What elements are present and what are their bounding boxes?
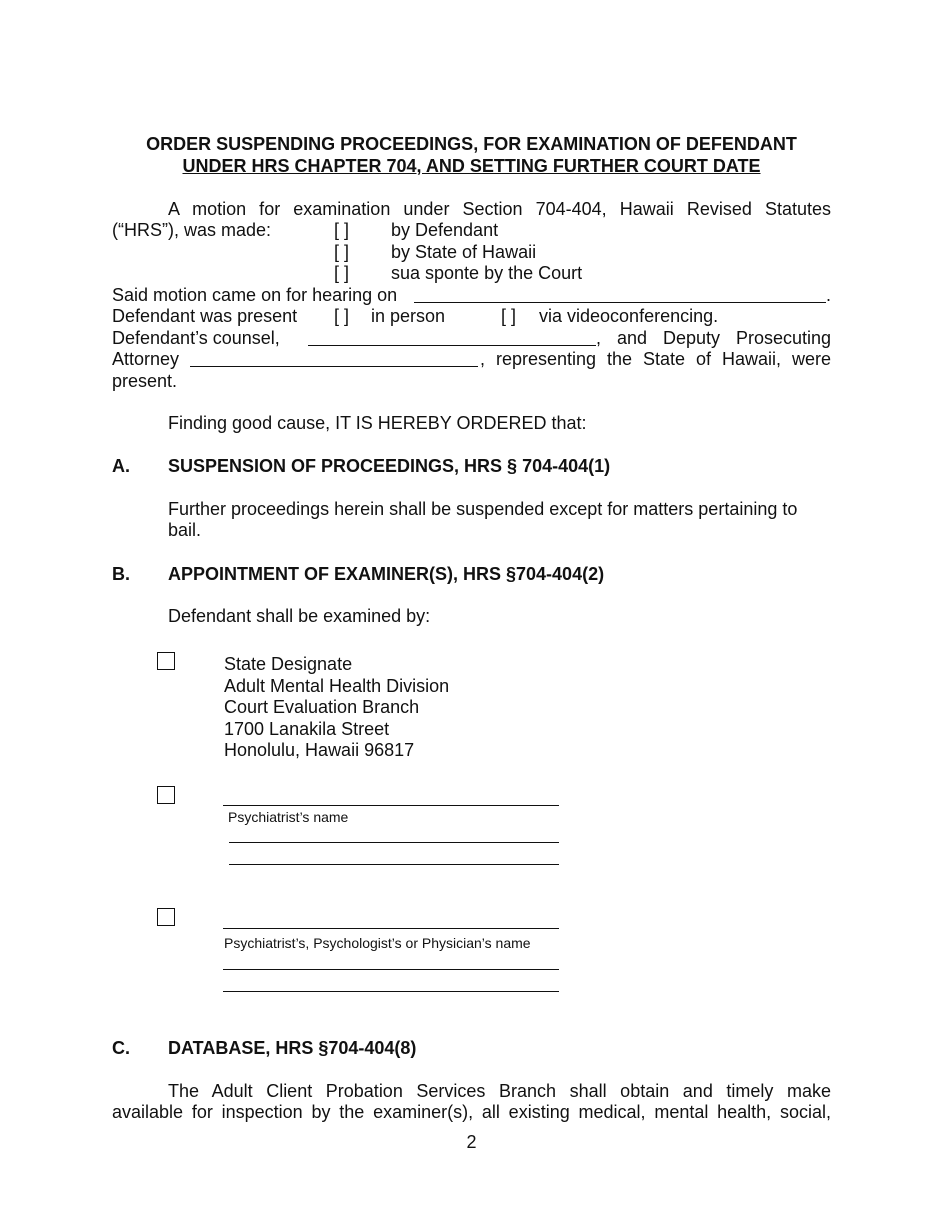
hearing-date-blank[interactable]	[414, 302, 826, 303]
motion-made-prefix: (“HRS”), was made:	[112, 220, 272, 240]
option-label-court: sua sponte by the Court	[391, 263, 583, 283]
state-designate-line-4: 1700 Lanakila Street	[224, 719, 390, 739]
attorney-prefix: Attorney	[112, 349, 180, 369]
counsel-name-blank[interactable]	[308, 345, 596, 346]
section-c-body-line-1: The Adult Client Probation Services Branch shall obtain and timely make	[168, 1081, 831, 1101]
attorney-suffix: , representing the State of Hawaii, were	[480, 349, 831, 369]
psychiatrist-checkbox[interactable]	[157, 786, 175, 804]
option-label-state: by State of Hawaii	[391, 242, 537, 262]
state-designate-line-1: State Designate	[224, 654, 353, 674]
section-a-letter: A.	[112, 456, 130, 476]
other-examiner-caption: Psychiatrist’s, Psychologist’s or Physician’s name	[224, 935, 531, 951]
state-designate-checkbox[interactable]	[157, 652, 175, 670]
section-c-heading: DATABASE, HRS §704-404(8)	[168, 1038, 417, 1058]
counsel-suffix: , and Deputy Prosecuting	[596, 328, 831, 348]
option-label-defendant: by Defendant	[391, 220, 499, 240]
section-c-letter: C.	[112, 1038, 130, 1058]
option-bracket-court[interactable]: [ ]	[334, 263, 350, 283]
section-c-body-line-2: available for inspection by the examiner(s), all existing medical, mental health, social,	[112, 1102, 831, 1122]
psychiatrist-address-line-1[interactable]	[229, 842, 559, 843]
present-end: present.	[112, 371, 178, 391]
page-number: 2	[466, 1132, 477, 1152]
option-bracket-state[interactable]: [ ]	[334, 242, 350, 262]
video-bracket[interactable]: [ ]	[501, 306, 517, 326]
hearing-suffix: .	[826, 285, 832, 305]
option-bracket-defendant[interactable]: [ ]	[334, 220, 350, 240]
other-examiner-address-line-1[interactable]	[223, 969, 559, 970]
other-examiner-name-line[interactable]	[223, 928, 559, 929]
attorney-name-blank[interactable]	[190, 366, 478, 367]
other-examiner-address-line-2[interactable]	[223, 991, 559, 992]
in-person-bracket[interactable]: [ ]	[334, 306, 350, 326]
section-b-intro: Defendant shall be examined by:	[168, 606, 431, 626]
order-title-line-1: ORDER SUSPENDING PROCEEDINGS, FOR EXAMINATION OF DEFENDANT	[146, 134, 797, 154]
state-designate-line-2: Adult Mental Health Division	[224, 676, 450, 696]
in-person-label: in person	[371, 306, 446, 326]
motion-intro: A motion for examination under Section 704-404, Hawaii Revised Statutes	[168, 199, 831, 219]
section-a-body-line-2: bail.	[168, 520, 202, 540]
psychiatrist-address-line-2[interactable]	[229, 864, 559, 865]
psychiatrist-caption: Psychiatrist’s name	[228, 809, 349, 825]
counsel-prefix: Defendant’s counsel,	[112, 328, 280, 348]
hearing-prefix: Said motion came on for hearing on	[112, 285, 398, 305]
state-designate-line-3: Court Evaluation Branch	[224, 697, 420, 717]
section-b-heading: APPOINTMENT OF EXAMINER(S), HRS §704-404(2)	[168, 564, 605, 584]
section-a-heading: SUSPENSION OF PROCEEDINGS, HRS § 704-404(1)	[168, 456, 611, 476]
section-b-letter: B.	[112, 564, 130, 584]
video-label: via videoconferencing.	[539, 306, 719, 326]
state-designate-line-5: Honolulu, Hawaii 96817	[224, 740, 415, 760]
present-prefix: Defendant was present	[112, 306, 298, 326]
order-title-line-2: UNDER HRS CHAPTER 704, AND SETTING FURTHER COURT DATE	[182, 156, 761, 176]
section-a-body-line-1: Further proceedings herein shall be suspended except for matters pertaining to	[168, 499, 798, 519]
other-examiner-checkbox[interactable]	[157, 908, 175, 926]
finding-text: Finding good cause, IT IS HEREBY ORDERED that:	[168, 413, 587, 433]
